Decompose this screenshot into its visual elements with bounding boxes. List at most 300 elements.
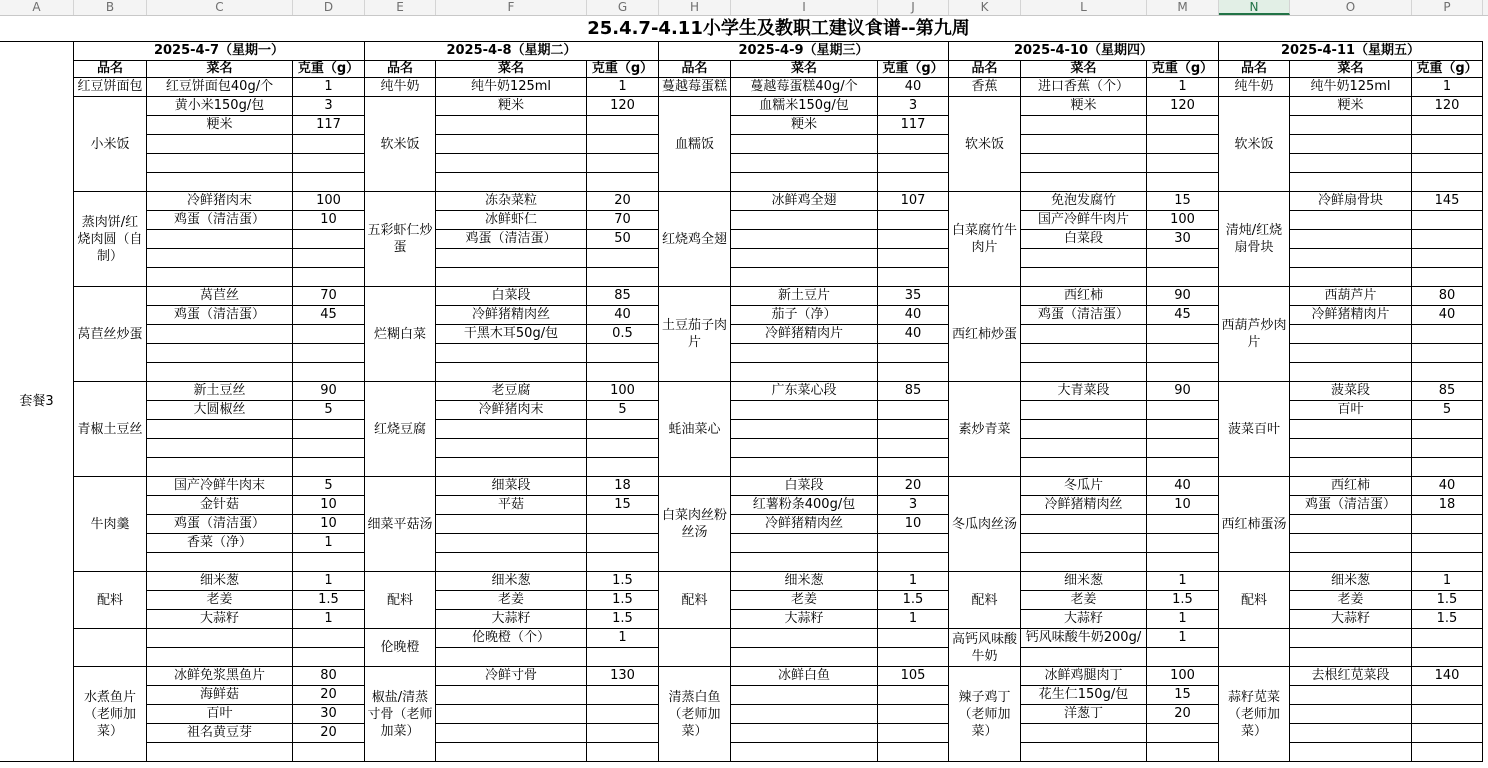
weight-cell[interactable]: 117 bbox=[293, 116, 365, 135]
empty-cell[interactable] bbox=[1021, 325, 1147, 344]
ingredient-column-label[interactable]: 菜名 bbox=[147, 61, 293, 78]
empty-cell[interactable] bbox=[587, 648, 659, 667]
day-date-header[interactable]: 2025-4-7（星期一） bbox=[74, 42, 365, 61]
ingredient-cell[interactable]: 伦晚橙（个） bbox=[436, 629, 587, 648]
dish-name[interactable]: 五彩虾仁炒蛋 bbox=[365, 192, 436, 287]
ingredient-cell[interactable]: 西红柿 bbox=[1290, 477, 1412, 496]
ingredient-cell[interactable]: 国产冷鲜牛肉片 bbox=[1021, 211, 1147, 230]
ingredient-cell[interactable]: 粳米 bbox=[731, 116, 878, 135]
empty-cell[interactable] bbox=[1021, 249, 1147, 268]
weight-cell[interactable]: 20 bbox=[293, 686, 365, 705]
dish-column-label[interactable]: 品名 bbox=[74, 61, 147, 78]
empty-cell[interactable] bbox=[1290, 534, 1412, 553]
empty-cell[interactable] bbox=[587, 553, 659, 572]
empty-cell[interactable] bbox=[1290, 325, 1412, 344]
empty-cell[interactable] bbox=[731, 268, 878, 287]
empty-cell[interactable] bbox=[731, 534, 878, 553]
dish-name[interactable]: 西红柿炒蛋 bbox=[949, 287, 1021, 382]
weight-column-label[interactable]: 克重（g） bbox=[878, 61, 949, 78]
empty-cell[interactable] bbox=[147, 648, 293, 667]
ingredient-cell[interactable]: 鸡蛋（清洁蛋） bbox=[147, 306, 293, 325]
weight-cell[interactable]: 1 bbox=[293, 534, 365, 553]
ingredient-cell[interactable]: 莴苣丝 bbox=[147, 287, 293, 306]
ingredient-cell[interactable]: 红豆饼面包40g/个 bbox=[147, 78, 293, 97]
weight-cell[interactable]: 1 bbox=[1147, 572, 1219, 591]
weight-cell[interactable]: 40 bbox=[878, 78, 949, 97]
dish-name[interactable]: 清蒸白鱼（老师加菜） bbox=[659, 667, 731, 762]
weight-cell[interactable]: 1 bbox=[587, 78, 659, 97]
empty-cell[interactable] bbox=[293, 439, 365, 458]
empty-cell[interactable] bbox=[878, 135, 949, 154]
empty-cell[interactable] bbox=[1412, 249, 1483, 268]
weight-cell[interactable]: 5 bbox=[587, 401, 659, 420]
ingredient-cell[interactable]: 细米葱 bbox=[436, 572, 587, 591]
empty-cell[interactable] bbox=[436, 534, 587, 553]
empty-cell[interactable] bbox=[1021, 154, 1147, 173]
weight-cell[interactable]: 10 bbox=[293, 496, 365, 515]
ingredient-cell[interactable]: 细米葱 bbox=[731, 572, 878, 591]
weight-cell[interactable]: 20 bbox=[878, 477, 949, 496]
empty-cell[interactable] bbox=[1021, 743, 1147, 762]
empty-cell[interactable] bbox=[878, 534, 949, 553]
empty-cell[interactable] bbox=[1412, 686, 1483, 705]
weight-cell[interactable]: 1.5 bbox=[878, 591, 949, 610]
dish-name[interactable]: 配料 bbox=[949, 572, 1021, 629]
ingredient-cell[interactable]: 老豆腐 bbox=[436, 382, 587, 401]
empty-cell[interactable] bbox=[731, 743, 878, 762]
weight-cell[interactable] bbox=[1412, 629, 1483, 648]
sheet-title[interactable]: 25.4.7-4.11小学生及教职工建议食谱--第九周 bbox=[74, 16, 1483, 42]
empty-cell[interactable] bbox=[731, 724, 878, 743]
column-header-J[interactable]: J bbox=[878, 0, 949, 15]
ingredient-cell[interactable]: 冷鲜寸骨 bbox=[436, 667, 587, 686]
empty-cell[interactable] bbox=[1021, 344, 1147, 363]
column-header-D[interactable]: D bbox=[293, 0, 365, 15]
weight-cell[interactable]: 117 bbox=[878, 116, 949, 135]
weight-cell[interactable]: 70 bbox=[587, 211, 659, 230]
empty-cell[interactable] bbox=[147, 363, 293, 382]
dish-name[interactable]: 小米饭 bbox=[74, 97, 147, 192]
ingredient-cell[interactable]: 花生仁150g/包 bbox=[1021, 686, 1147, 705]
weight-cell[interactable]: 145 bbox=[1412, 192, 1483, 211]
weight-cell[interactable]: 120 bbox=[1412, 97, 1483, 116]
empty-cell[interactable] bbox=[1412, 439, 1483, 458]
dish-column-label[interactable]: 品名 bbox=[365, 61, 436, 78]
ingredient-cell[interactable] bbox=[731, 629, 878, 648]
empty-cell[interactable] bbox=[1290, 648, 1412, 667]
ingredient-cell[interactable]: 免泡发腐竹 bbox=[1021, 192, 1147, 211]
ingredient-cell[interactable]: 干黑木耳50g/包 bbox=[436, 325, 587, 344]
ingredient-cell[interactable]: 金针菇 bbox=[147, 496, 293, 515]
empty-cell[interactable] bbox=[587, 458, 659, 477]
empty-cell[interactable] bbox=[1290, 686, 1412, 705]
empty-cell[interactable] bbox=[1412, 135, 1483, 154]
empty-cell[interactable] bbox=[1290, 211, 1412, 230]
empty-cell[interactable] bbox=[1021, 173, 1147, 192]
empty-cell[interactable] bbox=[1290, 458, 1412, 477]
dish-name[interactable]: 红烧豆腐 bbox=[365, 382, 436, 477]
empty-cell[interactable] bbox=[436, 686, 587, 705]
dish-column-label[interactable]: 品名 bbox=[949, 61, 1021, 78]
weight-cell[interactable]: 40 bbox=[1412, 477, 1483, 496]
ingredient-cell[interactable]: 老姜 bbox=[1290, 591, 1412, 610]
empty-cell[interactable] bbox=[587, 135, 659, 154]
ingredient-cell[interactable]: 国产冷鲜牛肉末 bbox=[147, 477, 293, 496]
empty-cell[interactable] bbox=[1147, 515, 1219, 534]
weight-cell[interactable]: 40 bbox=[1412, 306, 1483, 325]
ingredient-cell[interactable]: 老姜 bbox=[1021, 591, 1147, 610]
ingredient-cell[interactable]: 大蒜籽 bbox=[1021, 610, 1147, 629]
ingredient-cell[interactable]: 冰鲜免浆黑鱼片 bbox=[147, 667, 293, 686]
ingredient-column-label[interactable]: 菜名 bbox=[731, 61, 878, 78]
ingredient-cell[interactable]: 百叶 bbox=[147, 705, 293, 724]
dish-name[interactable]: 蒸肉饼/红烧肉圆（自制） bbox=[74, 192, 147, 287]
weight-cell[interactable]: 3 bbox=[878, 496, 949, 515]
weight-cell[interactable]: 90 bbox=[293, 382, 365, 401]
dish-name[interactable] bbox=[74, 629, 147, 667]
empty-cell[interactable] bbox=[1412, 553, 1483, 572]
ingredient-cell[interactable]: 祖名黄豆芽 bbox=[147, 724, 293, 743]
empty-cell[interactable] bbox=[293, 135, 365, 154]
ingredient-cell[interactable]: 大圆椒丝 bbox=[147, 401, 293, 420]
weight-cell[interactable]: 80 bbox=[293, 667, 365, 686]
ingredient-cell[interactable]: 菠菜段 bbox=[1290, 382, 1412, 401]
empty-cell[interactable] bbox=[1290, 724, 1412, 743]
empty-cell[interactable] bbox=[731, 553, 878, 572]
empty-cell[interactable] bbox=[1290, 553, 1412, 572]
column-header-P[interactable]: P bbox=[1412, 0, 1483, 15]
weight-cell[interactable]: 1 bbox=[1147, 629, 1219, 648]
ingredient-cell[interactable] bbox=[147, 629, 293, 648]
empty-cell[interactable] bbox=[436, 743, 587, 762]
dish-name[interactable]: 牛肉羹 bbox=[74, 477, 147, 572]
empty-cell[interactable] bbox=[147, 249, 293, 268]
empty-cell[interactable] bbox=[878, 686, 949, 705]
empty-cell[interactable] bbox=[1412, 268, 1483, 287]
empty-cell[interactable] bbox=[587, 534, 659, 553]
empty-cell[interactable] bbox=[436, 268, 587, 287]
dish-name[interactable]: 冬瓜肉丝汤 bbox=[949, 477, 1021, 572]
ingredient-cell[interactable]: 粳米 bbox=[436, 97, 587, 116]
weight-cell[interactable]: 10 bbox=[293, 515, 365, 534]
weight-cell[interactable]: 85 bbox=[587, 287, 659, 306]
dish-name[interactable]: 软米饭 bbox=[365, 97, 436, 192]
empty-cell[interactable] bbox=[1290, 230, 1412, 249]
weight-cell[interactable]: 18 bbox=[587, 477, 659, 496]
empty-cell[interactable] bbox=[878, 173, 949, 192]
ingredient-cell[interactable]: 粳米 bbox=[1290, 97, 1412, 116]
ingredient-cell[interactable]: 洋葱丁 bbox=[1021, 705, 1147, 724]
dish-name[interactable]: 白菜肉丝粉丝汤 bbox=[659, 477, 731, 572]
day-date-header[interactable]: 2025-4-10（星期四） bbox=[949, 42, 1219, 61]
weight-cell[interactable]: 100 bbox=[587, 382, 659, 401]
weight-cell[interactable]: 15 bbox=[587, 496, 659, 515]
column-header-I[interactable]: I bbox=[731, 0, 878, 15]
weight-cell[interactable]: 90 bbox=[1147, 287, 1219, 306]
dish-name[interactable]: 烂糊白菜 bbox=[365, 287, 436, 382]
empty-cell[interactable] bbox=[1290, 249, 1412, 268]
empty-cell[interactable] bbox=[731, 154, 878, 173]
dish-name[interactable]: 配料 bbox=[659, 572, 731, 629]
empty-cell[interactable] bbox=[1147, 116, 1219, 135]
weight-cell[interactable]: 1 bbox=[293, 572, 365, 591]
empty-cell[interactable] bbox=[147, 553, 293, 572]
weight-cell[interactable] bbox=[878, 629, 949, 648]
weight-cell[interactable]: 10 bbox=[1147, 496, 1219, 515]
empty-cell[interactable] bbox=[147, 439, 293, 458]
empty-cell[interactable] bbox=[1147, 135, 1219, 154]
empty-cell[interactable] bbox=[878, 724, 949, 743]
empty-cell[interactable] bbox=[1147, 344, 1219, 363]
empty-cell[interactable] bbox=[731, 648, 878, 667]
empty-cell[interactable] bbox=[1147, 553, 1219, 572]
weight-column-label[interactable]: 克重（g） bbox=[1412, 61, 1483, 78]
weight-cell[interactable]: 18 bbox=[1412, 496, 1483, 515]
empty-cell[interactable] bbox=[1147, 439, 1219, 458]
ingredient-cell[interactable]: 冷鲜猪精肉丝 bbox=[731, 515, 878, 534]
empty-cell[interactable] bbox=[878, 268, 949, 287]
weight-cell[interactable]: 1.5 bbox=[1412, 591, 1483, 610]
weight-cell[interactable]: 107 bbox=[878, 192, 949, 211]
empty-cell[interactable] bbox=[436, 116, 587, 135]
weight-cell[interactable]: 45 bbox=[293, 306, 365, 325]
ingredient-cell[interactable]: 黄小米150g/包 bbox=[147, 97, 293, 116]
empty-cell[interactable] bbox=[1147, 249, 1219, 268]
weight-cell[interactable]: 100 bbox=[293, 192, 365, 211]
empty-cell[interactable] bbox=[1021, 268, 1147, 287]
empty-cell[interactable] bbox=[1147, 268, 1219, 287]
column-header-O[interactable]: O bbox=[1290, 0, 1412, 15]
empty-cell[interactable] bbox=[587, 363, 659, 382]
empty-cell[interactable] bbox=[293, 325, 365, 344]
empty-cell[interactable] bbox=[1147, 363, 1219, 382]
dish-name[interactable]: 纯牛奶 bbox=[1219, 78, 1290, 97]
dish-name[interactable]: 配料 bbox=[74, 572, 147, 629]
dish-name[interactable]: 椒盐/清蒸寸骨（老师加菜） bbox=[365, 667, 436, 762]
empty-cell[interactable] bbox=[436, 344, 587, 363]
weight-cell[interactable]: 40 bbox=[587, 306, 659, 325]
column-header-B[interactable]: B bbox=[74, 0, 147, 15]
empty-cell[interactable] bbox=[147, 420, 293, 439]
weight-cell[interactable]: 1 bbox=[293, 610, 365, 629]
weight-cell[interactable]: 40 bbox=[878, 325, 949, 344]
empty-cell[interactable] bbox=[436, 135, 587, 154]
empty-cell[interactable] bbox=[436, 420, 587, 439]
weight-cell[interactable]: 85 bbox=[878, 382, 949, 401]
empty-cell[interactable] bbox=[731, 211, 878, 230]
empty-cell[interactable] bbox=[878, 458, 949, 477]
empty-cell[interactable] bbox=[1412, 116, 1483, 135]
empty-cell[interactable] bbox=[1147, 724, 1219, 743]
day-date-header[interactable]: 2025-4-8（星期二） bbox=[365, 42, 659, 61]
weight-cell[interactable]: 85 bbox=[1412, 382, 1483, 401]
empty-cell[interactable] bbox=[293, 230, 365, 249]
empty-cell[interactable] bbox=[1290, 116, 1412, 135]
ingredient-cell[interactable]: 西葫芦片 bbox=[1290, 287, 1412, 306]
dish-column-label[interactable]: 品名 bbox=[1219, 61, 1290, 78]
empty-cell[interactable] bbox=[1147, 458, 1219, 477]
empty-cell[interactable] bbox=[878, 439, 949, 458]
dish-name[interactable] bbox=[659, 629, 731, 667]
empty-cell[interactable] bbox=[293, 553, 365, 572]
ingredient-cell[interactable]: 血糯米150g/包 bbox=[731, 97, 878, 116]
empty-cell[interactable] bbox=[147, 268, 293, 287]
empty-cell[interactable] bbox=[1147, 325, 1219, 344]
weight-cell[interactable]: 3 bbox=[293, 97, 365, 116]
empty-cell[interactable] bbox=[1021, 401, 1147, 420]
empty-cell[interactable] bbox=[878, 553, 949, 572]
weight-cell[interactable]: 1 bbox=[1147, 78, 1219, 97]
empty-cell[interactable] bbox=[1147, 743, 1219, 762]
ingredient-cell[interactable]: 冷鲜猪精肉丝 bbox=[436, 306, 587, 325]
empty-cell[interactable] bbox=[1147, 173, 1219, 192]
empty-cell[interactable] bbox=[1290, 705, 1412, 724]
ingredient-cell[interactable]: 白菜段 bbox=[1021, 230, 1147, 249]
dish-name[interactable]: 土豆茄子肉片 bbox=[659, 287, 731, 382]
empty-cell[interactable] bbox=[587, 420, 659, 439]
empty-cell[interactable] bbox=[1021, 135, 1147, 154]
dish-name[interactable]: 清炖/红烧扇骨块 bbox=[1219, 192, 1290, 287]
empty-cell[interactable] bbox=[293, 154, 365, 173]
empty-cell[interactable] bbox=[731, 439, 878, 458]
ingredient-cell[interactable]: 新土豆片 bbox=[731, 287, 878, 306]
empty-cell[interactable] bbox=[587, 268, 659, 287]
ingredient-cell[interactable]: 细菜段 bbox=[436, 477, 587, 496]
weight-cell[interactable]: 45 bbox=[1147, 306, 1219, 325]
empty-cell[interactable] bbox=[587, 439, 659, 458]
empty-cell[interactable] bbox=[878, 154, 949, 173]
empty-cell[interactable] bbox=[731, 458, 878, 477]
empty-cell[interactable] bbox=[1412, 173, 1483, 192]
column-header-K[interactable]: K bbox=[949, 0, 1021, 15]
weight-cell[interactable]: 90 bbox=[1147, 382, 1219, 401]
ingredient-cell[interactable]: 冷鲜猪精肉丝 bbox=[1021, 496, 1147, 515]
ingredient-cell[interactable]: 大青菜段 bbox=[1021, 382, 1147, 401]
empty-cell[interactable] bbox=[1021, 420, 1147, 439]
weight-cell[interactable]: 40 bbox=[1147, 477, 1219, 496]
weight-cell[interactable]: 70 bbox=[293, 287, 365, 306]
empty-cell[interactable] bbox=[147, 154, 293, 173]
empty-cell[interactable] bbox=[587, 116, 659, 135]
weight-cell[interactable]: 1 bbox=[1147, 610, 1219, 629]
ingredient-cell[interactable]: 香菜（净） bbox=[147, 534, 293, 553]
weight-cell[interactable] bbox=[293, 629, 365, 648]
empty-cell[interactable] bbox=[147, 173, 293, 192]
ingredient-cell[interactable]: 鸡蛋（清洁蛋） bbox=[1290, 496, 1412, 515]
weight-cell[interactable]: 5 bbox=[293, 401, 365, 420]
empty-cell[interactable] bbox=[731, 686, 878, 705]
empty-cell[interactable] bbox=[147, 325, 293, 344]
empty-cell[interactable] bbox=[436, 458, 587, 477]
day-date-header[interactable]: 2025-4-11（星期五） bbox=[1219, 42, 1483, 61]
dish-name[interactable]: 辣子鸡丁（老师加菜） bbox=[949, 667, 1021, 762]
empty-cell[interactable] bbox=[1021, 724, 1147, 743]
column-header-E[interactable]: E bbox=[365, 0, 436, 15]
weight-cell[interactable]: 10 bbox=[293, 211, 365, 230]
empty-cell[interactable] bbox=[587, 724, 659, 743]
ingredient-column-label[interactable]: 菜名 bbox=[1290, 61, 1412, 78]
empty-cell[interactable] bbox=[1147, 401, 1219, 420]
empty-cell[interactable] bbox=[1290, 439, 1412, 458]
empty-cell[interactable] bbox=[1412, 724, 1483, 743]
ingredient-cell[interactable]: 去根红苋菜段 bbox=[1290, 667, 1412, 686]
empty-cell[interactable] bbox=[293, 363, 365, 382]
empty-cell[interactable] bbox=[878, 230, 949, 249]
ingredient-cell[interactable]: 茄子（净） bbox=[731, 306, 878, 325]
empty-cell[interactable] bbox=[1290, 135, 1412, 154]
dish-name[interactable]: 西葫芦炒肉片 bbox=[1219, 287, 1290, 382]
dish-name[interactable]: 配料 bbox=[1219, 572, 1290, 629]
dish-name[interactable]: 水煮鱼片（老师加菜） bbox=[74, 667, 147, 762]
ingredient-cell[interactable]: 冷鲜扇骨块 bbox=[1290, 192, 1412, 211]
ingredient-cell[interactable]: 大蒜籽 bbox=[1290, 610, 1412, 629]
empty-cell[interactable] bbox=[293, 249, 365, 268]
weight-column-label[interactable]: 克重（g） bbox=[587, 61, 659, 78]
empty-cell[interactable] bbox=[731, 705, 878, 724]
column-header-N[interactable]: N bbox=[1219, 0, 1290, 15]
weight-cell[interactable]: 120 bbox=[587, 97, 659, 116]
empty-cell[interactable] bbox=[1147, 648, 1219, 667]
empty-cell[interactable] bbox=[1290, 173, 1412, 192]
dish-name[interactable]: 蚝油菜心 bbox=[659, 382, 731, 477]
empty-cell[interactable] bbox=[1290, 515, 1412, 534]
dish-name[interactable]: 纯牛奶 bbox=[365, 78, 436, 97]
empty-cell[interactable] bbox=[1147, 420, 1219, 439]
empty-cell[interactable] bbox=[731, 230, 878, 249]
ingredient-cell[interactable]: 广东菜心段 bbox=[731, 382, 878, 401]
column-header-H[interactable]: H bbox=[659, 0, 731, 15]
empty-cell[interactable] bbox=[1412, 420, 1483, 439]
empty-cell[interactable] bbox=[1290, 363, 1412, 382]
ingredient-cell[interactable]: 粳米 bbox=[147, 116, 293, 135]
ingredient-cell[interactable]: 老姜 bbox=[436, 591, 587, 610]
empty-cell[interactable] bbox=[436, 173, 587, 192]
empty-cell[interactable] bbox=[436, 705, 587, 724]
ingredient-cell[interactable]: 鸡蛋（清洁蛋） bbox=[1021, 306, 1147, 325]
ingredient-cell[interactable]: 粳米 bbox=[1021, 97, 1147, 116]
weight-cell[interactable]: 1.5 bbox=[587, 572, 659, 591]
empty-cell[interactable] bbox=[878, 648, 949, 667]
ingredient-cell[interactable]: 进口香蕉（个） bbox=[1021, 78, 1147, 97]
empty-cell[interactable] bbox=[1412, 363, 1483, 382]
dish-name[interactable]: 香蕉 bbox=[949, 78, 1021, 97]
empty-cell[interactable] bbox=[147, 743, 293, 762]
ingredient-cell[interactable]: 冷鲜猪肉末 bbox=[147, 192, 293, 211]
empty-cell[interactable] bbox=[587, 249, 659, 268]
empty-cell[interactable] bbox=[1021, 116, 1147, 135]
day-date-header[interactable]: 2025-4-9（星期三） bbox=[659, 42, 949, 61]
empty-cell[interactable] bbox=[1021, 439, 1147, 458]
ingredient-cell[interactable]: 钙风味酸牛奶200g/ bbox=[1021, 629, 1147, 648]
weight-cell[interactable]: 120 bbox=[1147, 97, 1219, 116]
empty-cell[interactable] bbox=[436, 724, 587, 743]
empty-cell[interactable] bbox=[1412, 211, 1483, 230]
ingredient-cell[interactable]: 细米葱 bbox=[1021, 572, 1147, 591]
weight-cell[interactable]: 1.5 bbox=[587, 610, 659, 629]
dish-name[interactable] bbox=[1219, 629, 1290, 667]
weight-cell[interactable]: 20 bbox=[1147, 705, 1219, 724]
weight-cell[interactable]: 10 bbox=[878, 515, 949, 534]
weight-cell[interactable]: 20 bbox=[587, 192, 659, 211]
empty-cell[interactable] bbox=[878, 249, 949, 268]
ingredient-cell[interactable]: 白菜段 bbox=[731, 477, 878, 496]
dish-name[interactable]: 菠菜百叶 bbox=[1219, 382, 1290, 477]
empty-cell[interactable] bbox=[1290, 420, 1412, 439]
weight-cell[interactable]: 50 bbox=[587, 230, 659, 249]
empty-cell[interactable] bbox=[587, 515, 659, 534]
empty-cell[interactable] bbox=[878, 363, 949, 382]
empty-cell[interactable] bbox=[1021, 515, 1147, 534]
